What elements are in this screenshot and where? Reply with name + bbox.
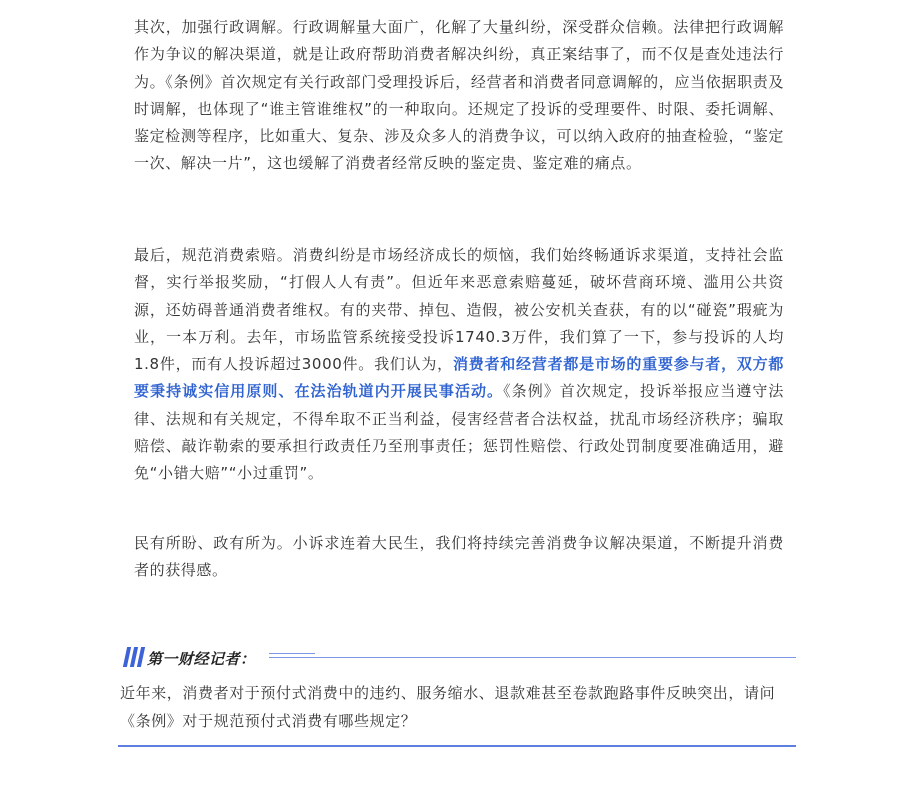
triple-bar-icon — [123, 647, 145, 667]
paragraph-administrative-mediation: 其次，加强行政调解。行政调解量大面广，化解了大量纠纷，深受群众信赖。法律把行政调解作为争议的解决渠道，就是让政府帮助消费者解决纠纷，真正案结事了，而不仅是查处违法行为。《条例》首次规定有关行政部门受理投诉后，经营者和消费者同意调解的，应当依据职责及时调解，也体现了“谁主管谁维权”的一种取向。还规定了投诉的受理要件、时限、委托调解、鉴定检测等程序，比如重大、复杂、涉及众多人的消费争议，可以纳入政府的抽查检验，“鉴定一次、解决一片”，这也缓解了消费者经常反映的鉴定贵、鉴定难的痛点。 — [134, 18, 784, 173]
paragraph-consumer-claims — [134, 242, 784, 488]
question-bottom-divider — [118, 745, 796, 747]
reporter-label: 第一财经记者： — [147, 650, 256, 668]
paragraph-text-part1: 最后，规范消费索赔。消费纠纷是市场经济成长的烦恼，我们始终畅通诉求渠道，支持社会监督，实行举报奖励，“打假人人有责”。但近年来恶意索赔蔓延，破坏营商环境、滥用公共资源，还妨碍普通消费者维权。有的夹带、掉包、造假，被公安机关查获，有的以“碰瓷”瑕疵为业，一本万利。去年，市场监管系统接受投诉1740.3万件，我们算了一下，参与投诉的人均1.8件，而有人投诉超过3000件。我们认为， — [134, 246, 784, 374]
paragraph-text-part2: 《条例》首次规定，投诉举报应当遵守法律、法规和有关规定，不得牟取不正当利益，侵害经营者合法权益，扰乱市场经济秩序；骗取赔偿、敲诈勒索的要承担行政责任乃至刑事责任；惩罚性赔偿、行政处罚制度要准确适用，避免“小错大赔”“小过重罚”。 — [134, 382, 784, 483]
paragraph-conclusion: 民有所盼、政有所为。小诉求连着大民生，我们将持续完善消费争议解决渠道，不断提升消费者的获得感。 — [134, 534, 784, 580]
header-divider-accent — [269, 653, 315, 654]
highlighted-statement: 消费者和经营者都是市场的重要参与者，双方都要秉持诚实信用原则、在法治轨道内开展民事活动。 — [134, 355, 784, 401]
header-divider — [269, 657, 796, 658]
reporter-question-header — [123, 644, 796, 672]
reporter-question: 近年来，消费者对于预付式消费中的违约、服务缩水、退款难甚至卷款跑路事件反映突出，请问《条例》对于规范预付式消费有哪些规定？ — [120, 684, 776, 730]
